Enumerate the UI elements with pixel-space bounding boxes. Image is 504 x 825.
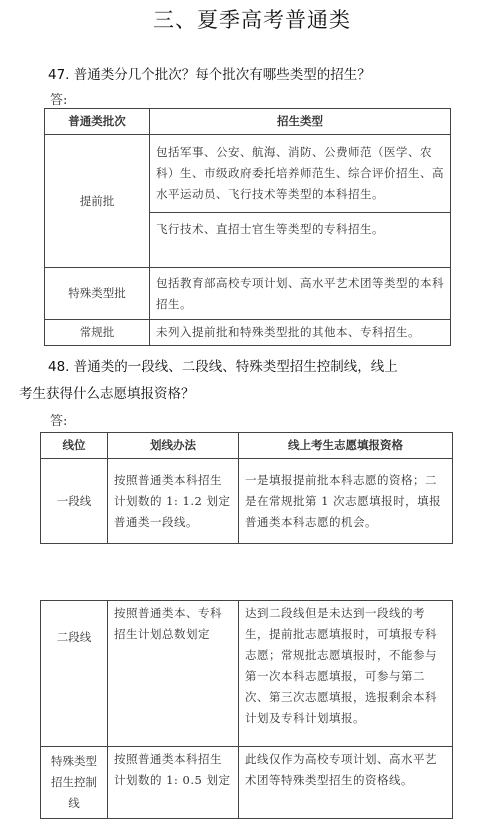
question-48-line2: 考生获得什么志愿填报资格？ — [19, 386, 195, 402]
question-48-line1: 48. 普通类的一段线、二段线、特殊类型招生控制线，线上 — [48, 359, 398, 375]
line-eligibility: 此线仅作为高校专项计划、高水平艺术团等特殊类型招生的资格线。 — [239, 747, 453, 819]
line-name: 特殊类型招生控制线 — [41, 747, 108, 819]
batch-name: 特殊类型批 — [45, 268, 150, 320]
header-line: 线位 — [41, 433, 108, 459]
batch-table — [44, 108, 451, 346]
header-batch: 普通类批次 — [45, 109, 150, 135]
header-type: 招生类型 — [150, 109, 451, 135]
question-47: 47. 普通类分几个批次？每个批次有哪些类型的招生？ — [48, 67, 371, 83]
table-row — [45, 268, 451, 320]
line-table-bottom — [40, 600, 453, 819]
line-eligibility: 一是填报提前批本科志愿的资格；二是在常规批第 1 次志愿填报时，填报普通类本科志愿的机会。 — [239, 459, 453, 544]
header-eligibility: 线上考生志愿填报资格 — [239, 433, 453, 459]
batch-name: 常规批 — [45, 320, 150, 346]
batch-name: 提前批 — [45, 135, 150, 268]
answer-label-47: 答: — [50, 93, 68, 108]
line-eligibility: 达到二段线但是未达到一段线的考生，提前批志愿填报时，可填报专科志愿；常规批志愿填报时，不能参与第一次本科志愿填报，可参与第二次、第三次志愿填报，选报剩余本科计划及专科计划填报。 — [239, 601, 453, 747]
table-header-row — [41, 433, 453, 459]
line-method: 按照普通类本、专科招生计划总数划定 — [108, 601, 239, 747]
table-row — [41, 747, 453, 819]
table-row — [45, 320, 451, 346]
batch-type: 包括教育部高校专项计划、高水平艺术团等类型的本科招生。 — [150, 268, 451, 320]
header-method: 划线办法 — [108, 433, 239, 459]
line-method: 按照普通类本科招生计划数的 1: 1.2 划定普通类一段线。 — [108, 459, 239, 544]
table-row — [41, 459, 453, 544]
line-name: 二段线 — [41, 601, 108, 747]
batch-type: 包括军事、公安、航海、消防、公费师范（医学、农科）生、市级政府委托培养师范生、综合评价招生、高水平运动员、飞行技术等类型的本科招生。 — [150, 135, 451, 213]
table-row — [45, 135, 451, 213]
table-row — [41, 601, 453, 747]
line-table-top — [40, 432, 453, 544]
line-name: 一段线 — [41, 459, 108, 544]
line-method: 按照普通类本科招生计划数的 1: 0.5 划定 — [108, 747, 239, 819]
section-title: 三、夏季高考普通类 — [153, 8, 351, 32]
table-header-row — [45, 109, 451, 135]
answer-label-48: 答: — [50, 414, 68, 429]
batch-type: 未列入提前批和特殊类型批的其他本、专科招生。 — [150, 320, 451, 346]
batch-type: 飞行技术、直招士官生等类型的专科招生。 — [150, 213, 451, 268]
